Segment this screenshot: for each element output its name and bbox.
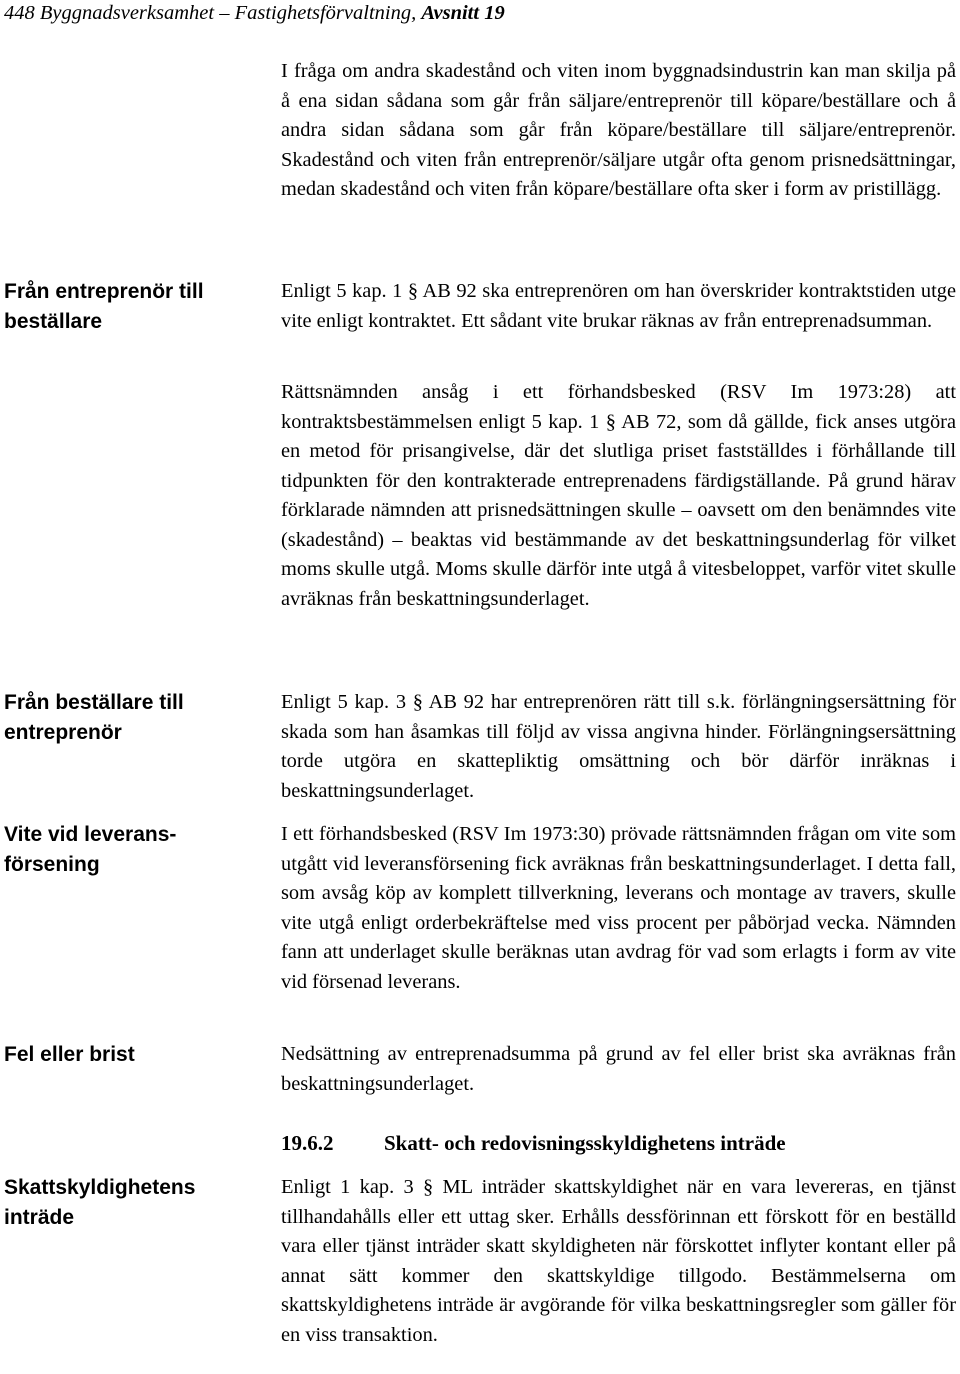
- subsection-number: 19.6.2: [281, 1131, 334, 1155]
- paragraph-ruling-rsv-1973-28: Rättsnämnden ansåg i ett förhandsbesked (RSV Im 1973:28) att kontraktsbestämmelsen enligt 5 kap. 1 § AB 72, som då gällde, fick anses utgöra en metod för prisangivelse, där det slutliga priset fastställdes i förhållande till tidpunkten för den kontrakterade entreprenadens färdigställande. På grund härav förklarade nämnden att prisnedsättningen skulle – oavsett om den benämndes vite (skadestånd) – beaktas vid bestämmande av det beskattningsunderlag för vilket moms skulle utgå. Moms skulle därför inte utgå å vitesbeloppet, varför vitet skulle avräknas från beskattningsunderlaget.: [281, 381, 956, 610]
- subsection-heading: [281, 1129, 956, 1159]
- page-header: [4, 0, 944, 26]
- margin-note-tax-liability: Skattskyldighetens inträde: [4, 1176, 196, 1229]
- paragraph-ab92-penalty: Enligt 5 kap. 1 § AB 92 ska entreprenören om han överskrider kontraktstiden utge vite enligt kontraktet. Ett sådant vite brukar räknas av från entreprenadsumman.: [281, 280, 956, 332]
- paragraph-damages-intro: I fråga om andra skadestånd och viten inom byggnadsindustrin kan man skilja på å ena sidan sådana som går från säljare/entreprenör till köpare/beställare och å andra sidan sådana som går från köpare/beställare till säljare/entreprenör. Skadestånd och viten från entreprenör/säljare utgår ofta genom prisnedsättningar, medan skadestånd och viten från köpare/beställare ofta sker i form av pristillägg.: [281, 60, 956, 200]
- margin-note-defect: Fel eller brist: [4, 1043, 135, 1066]
- paragraph-defect-reduction: Nedsättning av entreprenadsumma på grund av fel eller brist ska avräknas från beskattningsunderlaget.: [281, 1043, 956, 1095]
- margin-note-from-client: Från beställare till entreprenör: [4, 691, 184, 744]
- running-title: Byggnadsverksamhet – Fastighetsförvaltning,: [39, 2, 417, 24]
- page-number: 448: [4, 2, 35, 24]
- paragraph-ruling-rsv-1973-30: I ett förhandsbesked (RSV Im 1973:30) prövade rättsnämnden frågan om vite som utgått vid leveransförsening fick avräknas från beskattningsunderlaget. I detta fall, som avsåg köp av komplett tillverkning, leverans och montage av travers, skulle vite utgå enligt orderbekräftelse med viss procent per påbörjad vecka. Nämnden fann att underlaget skulle beräknas utan avdrag för vad som erlagts i form av vite vid försenad leverans.: [281, 823, 956, 993]
- paragraph-extension-compensation: Enligt 5 kap. 3 § AB 92 har entreprenören rätt till s.k. förlängningsersättning för skada som han åsamkas till följd av vissa angivna hinder. Förlängningsersättning torde utgöra en skattepliktig omsättning och bör därför inräknas i beskattningsunderlaget.: [281, 691, 956, 802]
- margin-note-delivery-delay-penalty: Vite vid leveransförsening: [4, 823, 177, 876]
- section-label: Avsnitt 19: [421, 2, 505, 24]
- subsection-title: Skatt- och redovisningsskyldighetens inträde: [384, 1131, 786, 1155]
- margin-note-from-contractor: Från entreprenör till beställare: [4, 280, 204, 333]
- paragraph-tax-liability: Enligt 1 kap. 3 § ML inträder skattskyldighet när en vara levereras, en tjänst tillhandahålls eller ett uttag sker. Erhålls dessförinnan ett förskott för en beställd vara eller tjänst inträder skatt skyldigheten när förskottet inflyter kontant eller på annat sätt kommer den skattskyldige tillgodo. Bestämmelserna om skattskyldighetens inträde är avgörande för vilka beskattningsregler som gäller för en viss transaktion.: [281, 1176, 956, 1346]
